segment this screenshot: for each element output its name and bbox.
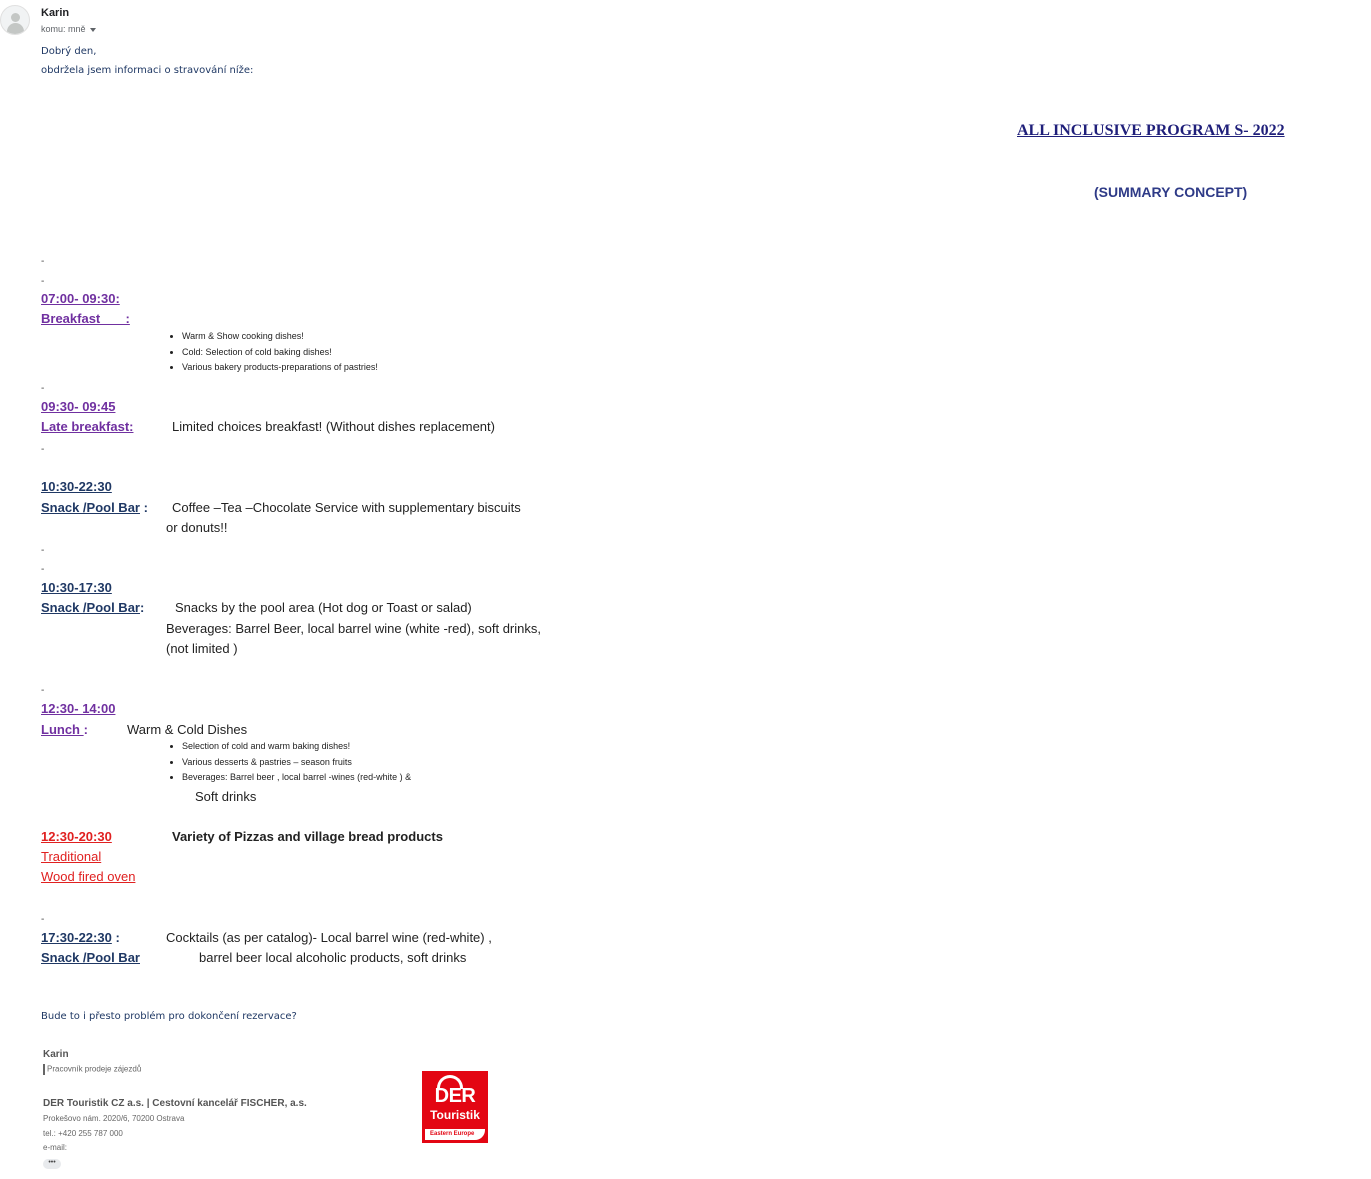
bullet-item: • Warm & Show cooking dishes! <box>182 329 378 345</box>
bullet-item: • Selection of cold and warm baking dishes! <box>182 739 411 755</box>
evening-label: Snack /Pool Bar <box>41 950 140 965</box>
bullet-item: • Beverages: Barrel beer , local barrel -wines (red-white ) & <box>182 770 411 786</box>
lunch-continued: Soft drinks <box>195 789 257 804</box>
intro-text: obdržela jsem informaci o stravování níže: <box>41 65 254 76</box>
dash-marker: - <box>41 914 45 925</box>
signature-name: Karin <box>43 1049 69 1060</box>
recipient-text: komu: mně <box>41 24 86 34</box>
der-touristik-logo <box>422 1071 488 1143</box>
signature-address: Prokešovo nám. 2020/6, 70200 Ostrava <box>43 1114 185 1123</box>
snack2-time: 10:30-17:30 <box>41 580 112 595</box>
dash-marker: - <box>41 444 45 455</box>
oven-label-1: Traditional <box>41 849 102 864</box>
bullet-item: • Various desserts & pastries – season fruits <box>182 755 411 771</box>
logo-sub: Touristik <box>430 1108 480 1122</box>
signature-role-row <box>43 1064 141 1075</box>
sender-avatar[interactable] <box>0 5 30 35</box>
lunch-time: 12:30- 14:00 <box>41 701 116 716</box>
late-breakfast-label: Late breakfast: <box>41 419 134 434</box>
snack1-time: 10:30-22:30 <box>41 479 112 494</box>
dash-marker: - <box>41 545 45 556</box>
snack2-colon: : <box>139 600 145 615</box>
bullet-item: • Various bakery products-preparations of pastries! <box>182 360 378 376</box>
dash-marker: - <box>41 564 45 575</box>
evening-desc-1: Cocktails (as per catalog)- Local barrel wine (red-white) , <box>166 930 492 945</box>
lunch-colon: : <box>83 722 88 737</box>
greeting-text: Dobrý den, <box>41 46 97 57</box>
snack2-desc-1: Snacks by the pool area (Hot dog or Toast or salad) <box>175 600 472 615</box>
signature-company: DER Touristik CZ a.s. | Cestovní kancelář FISCHER, a.s. <box>43 1098 307 1109</box>
dash-marker: - <box>41 383 45 394</box>
chevron-down-icon <box>90 28 96 32</box>
bullet-item: • Cold: Selection of cold baking dishes! <box>182 345 378 361</box>
breakfast-bullet-list <box>168 329 378 376</box>
snack1-colon: : <box>143 500 148 515</box>
snack2-desc-3: (not limited ) <box>166 641 238 656</box>
dash-marker: - <box>41 276 45 287</box>
lunch-label: Lunch <box>41 722 84 737</box>
logo-brand: DER <box>434 1085 476 1107</box>
program-subtitle: (SUMMARY CONCEPT) <box>1094 184 1248 200</box>
logo-region: Eastern Europe <box>425 1129 485 1140</box>
sender-name[interactable]: Karin <box>41 7 70 19</box>
oven-desc: Variety of Pizzas and village bread products <box>172 829 443 844</box>
divider <box>43 1064 45 1075</box>
lunch-bullet-list <box>168 739 411 786</box>
breakfast-time: 07:00- 09:30: <box>41 291 120 306</box>
late-breakfast-time: 09:30- 09:45 <box>41 399 116 414</box>
late-breakfast-desc: Limited choices breakfast! (Without dishes replacement) <box>172 419 495 434</box>
snack2-label: Snack /Pool Bar <box>41 600 140 615</box>
avatar-head-shape <box>11 13 20 22</box>
snack1-label-row <box>41 500 148 515</box>
lunch-desc: Warm & Cold Dishes <box>127 722 248 737</box>
evening-colon: : <box>115 930 120 945</box>
program-title: ALL INCLUSIVE PROGRAM S- 2022 <box>1017 122 1285 139</box>
oven-label-2: Wood fired oven <box>41 869 136 884</box>
snack2-desc-2: Beverages: Barrel Beer, local barrel wine (white -red), soft drinks, <box>166 621 541 636</box>
evening-time-row <box>41 930 120 945</box>
oven-time: 12:30-20:30 <box>41 829 112 844</box>
snack1-desc-1: Coffee –Tea –Chocolate Service with supplementary biscuits <box>172 500 521 515</box>
avatar-body-shape <box>7 23 24 35</box>
signature-email-label: e-mail: <box>43 1143 68 1152</box>
snack2-label-row <box>41 600 144 615</box>
lunch-label-row <box>41 722 88 737</box>
evening-desc-2: barrel beer local alcoholic products, soft drinks <box>199 950 467 965</box>
closing-question: Bude to i přesto problém pro dokončení rezervace? <box>41 1011 297 1022</box>
signature-phone: tel.: +420 255 787 000 <box>43 1129 123 1138</box>
dash-marker: - <box>41 685 45 696</box>
snack1-label: Snack /Pool Bar <box>41 500 140 515</box>
dash-marker: - <box>41 256 45 267</box>
recipient-toggle[interactable] <box>41 24 96 34</box>
evening-time: 17:30-22:30 <box>41 930 112 945</box>
signature-role: Pracovník prodeje zájezdů <box>47 1064 142 1074</box>
show-trimmed-content-button[interactable]: ••• <box>43 1159 61 1169</box>
snack1-desc-2: or donuts!! <box>166 520 228 535</box>
breakfast-label: Breakfast : <box>41 311 130 326</box>
